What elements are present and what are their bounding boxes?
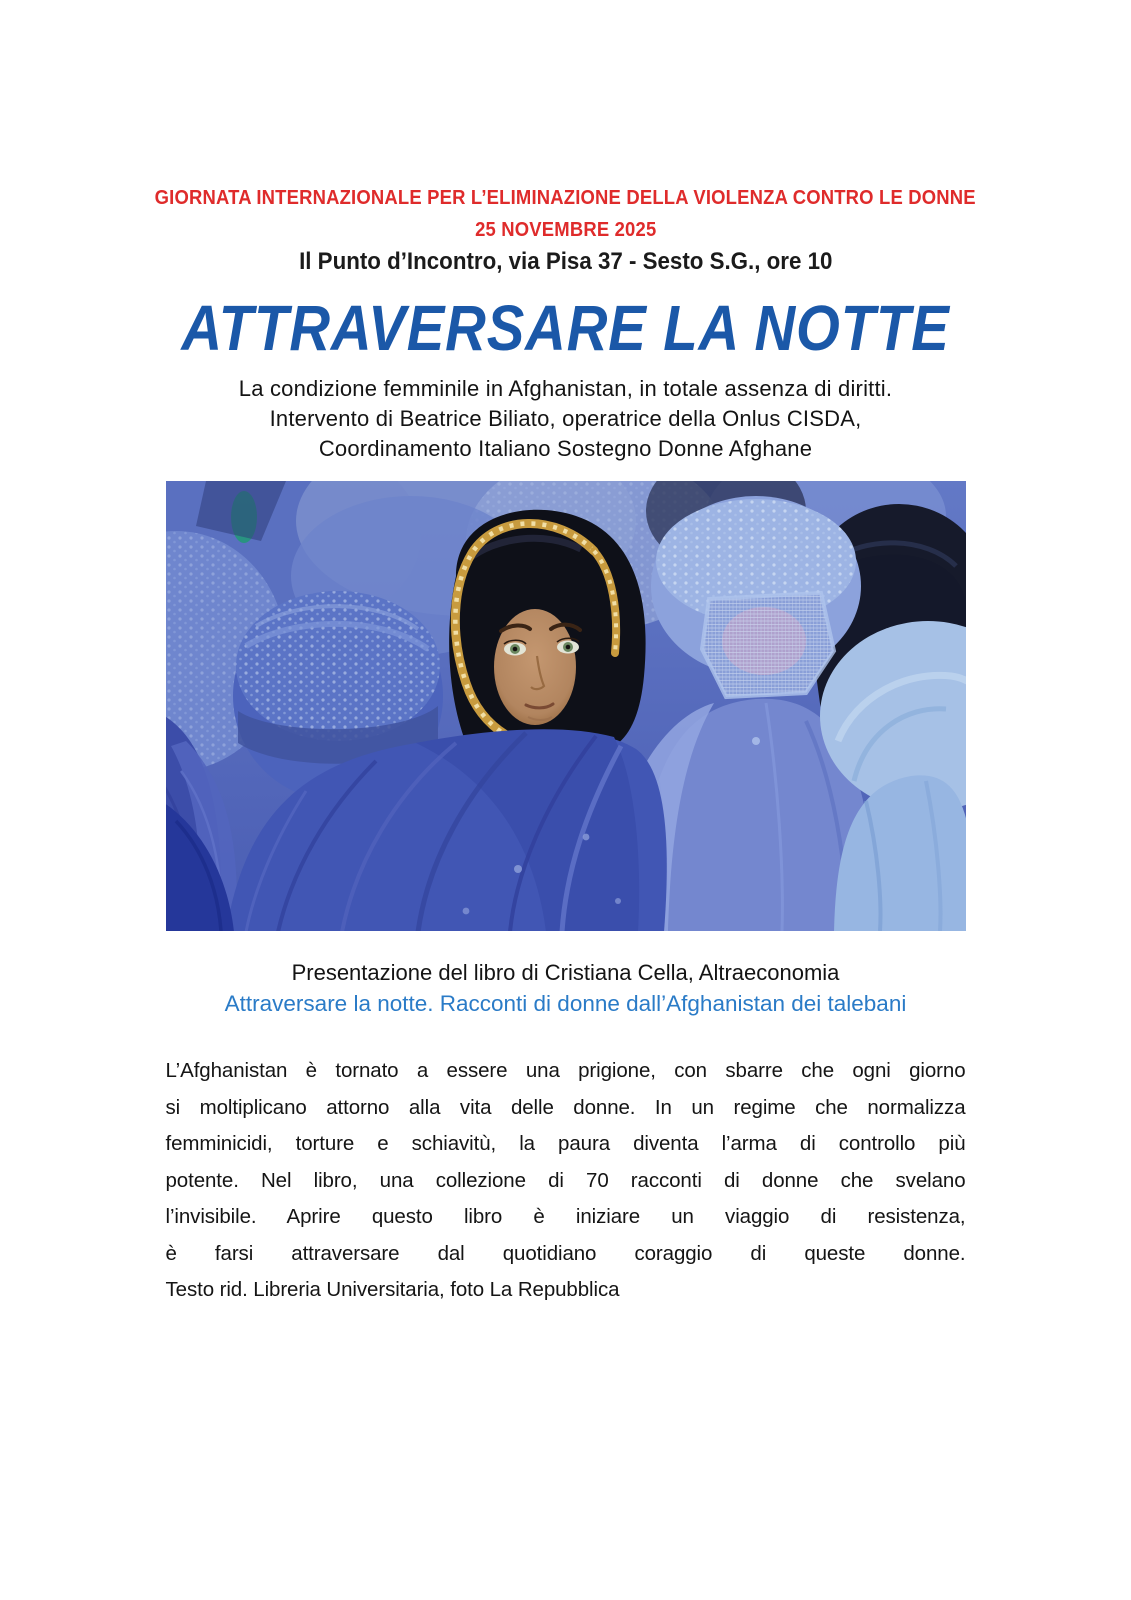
body-paragraph bbox=[166, 1053, 966, 1309]
paragraph-line-2: si moltiplicano attorno alla vita delle donne. In un regime che normalizza bbox=[165, 1095, 966, 1119]
paragraph-line-3: femminicidi, torture e schiavitù, la paura diventa l’arma di controllo più bbox=[165, 1132, 966, 1155]
burqa-crowd-illustration bbox=[166, 481, 966, 931]
event-date-row bbox=[166, 211, 966, 243]
main-title-row bbox=[166, 277, 966, 370]
venue-row bbox=[166, 243, 966, 277]
paragraph-line-4: potente. Nel libro, una collezione di 70 racconti di donne che svelano bbox=[165, 1168, 966, 1192]
burqa-crowd-photo bbox=[166, 481, 966, 931]
book-title-line: Attraversare la notte. Racconti di donne dall’Afghanistan dei talebani bbox=[224, 991, 907, 1016]
venue-line: Il Punto d’Incontro, via Pisa 37 - Sesto S.G., ore 10 bbox=[298, 248, 833, 275]
paragraph-line-7: Testo rid. Libreria Universitaria, foto La Repubblica bbox=[165, 1278, 620, 1301]
paragraph-line-5: l’invisibile. Aprire questo libro è iniziare un viaggio di resistenza, bbox=[165, 1205, 966, 1228]
event-header bbox=[154, 184, 977, 211]
main-title: ATTRAVERSARE LA NOTTE bbox=[181, 292, 950, 364]
paragraph-line-1: L’Afghanistan è tornato a essere una prigione, con sbarre che ogni giorno bbox=[165, 1059, 966, 1082]
flyer-content bbox=[154, 0, 977, 1309]
presentation-line: Presentazione del libro di Cristiana Cella, Altraeconomia bbox=[291, 960, 840, 985]
paragraph-line-6: è farsi attraversare dal quotidiano coraggio di queste donne. bbox=[165, 1241, 966, 1265]
girl-portrait bbox=[449, 510, 645, 753]
event-header-line1: GIORNATA INTERNAZIONALE PER L’ELIMINAZIONE DELLA VIOLENZA CONTRO LE DONNE bbox=[154, 186, 977, 209]
subtitle-line-1: La condizione femminile in Afghanistan, in totale assenza di diritti. bbox=[238, 376, 893, 401]
event-date: 25 NOVEMBRE 2025 bbox=[474, 218, 657, 241]
subtitle-block bbox=[166, 374, 966, 464]
subtitle-line-3: Coordinamento Italiano Sostegno Donne Afghane bbox=[318, 436, 813, 461]
subtitle-line-2: Intervento di Beatrice Biliato, operatrice della Onlus CISDA, bbox=[269, 406, 862, 431]
